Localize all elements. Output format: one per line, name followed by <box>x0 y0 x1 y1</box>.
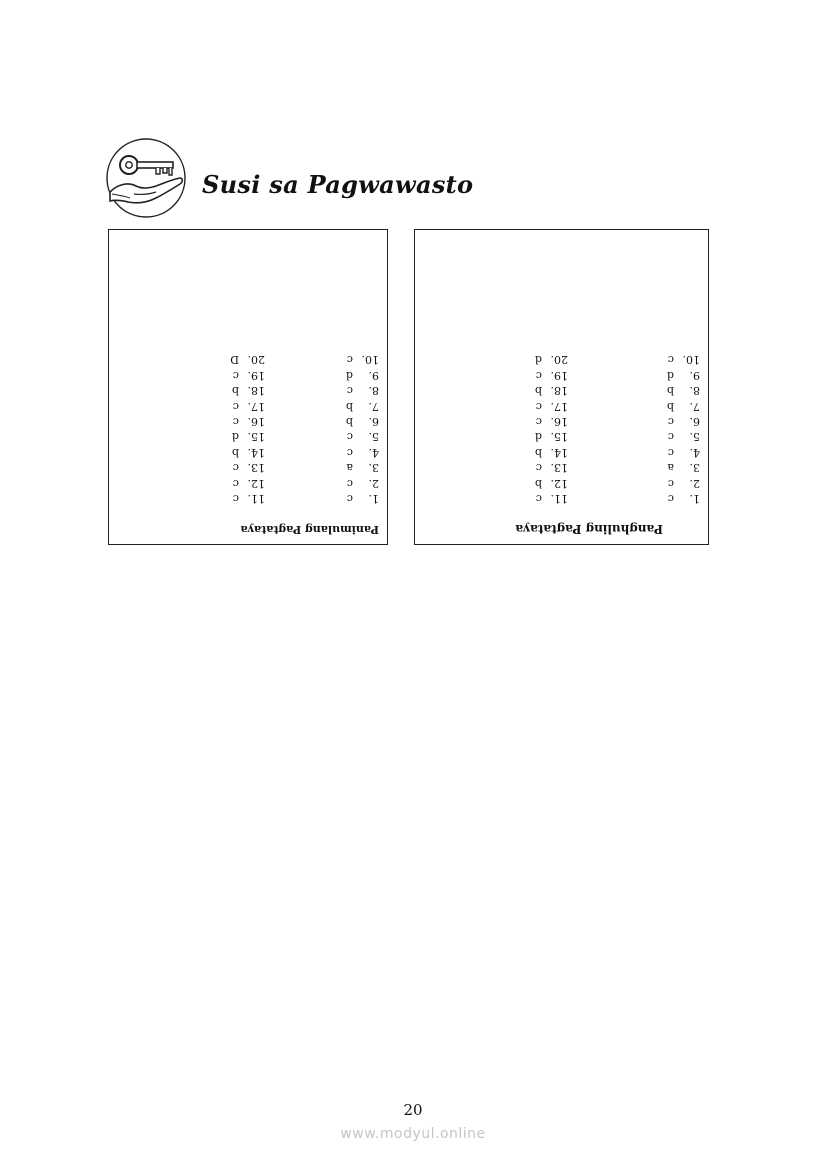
item-answer: d <box>534 430 542 444</box>
answer-row <box>667 367 700 382</box>
item-number: 12. <box>247 476 265 490</box>
answer-row <box>346 475 379 490</box>
item-number: 3. <box>689 461 700 475</box>
answer-key-box-panghuli <box>414 229 709 545</box>
answer-row <box>230 429 265 444</box>
page-title: Susi sa Pagwawasto <box>202 170 474 199</box>
item-number: 16. <box>550 415 568 429</box>
item-number: 8. <box>368 384 379 398</box>
item-answer: b <box>231 384 239 398</box>
item-number: 15. <box>247 430 265 444</box>
answer-row <box>667 414 700 429</box>
item-number: 7. <box>689 399 700 413</box>
item-number: 5. <box>368 430 379 444</box>
answer-row <box>230 460 265 475</box>
item-number: 5. <box>689 430 700 444</box>
item-answer: c <box>232 461 239 475</box>
item-number: 6. <box>368 415 379 429</box>
item-number: 2. <box>689 476 700 490</box>
item-number: 2. <box>368 476 379 490</box>
item-number: 17. <box>550 399 568 413</box>
answer-row <box>346 429 379 444</box>
item-answer: c <box>667 492 674 505</box>
answer-row <box>535 491 568 506</box>
item-number: 12. <box>550 476 568 490</box>
item-number: 20. <box>247 353 265 367</box>
answer-row <box>346 398 379 413</box>
item-answer: c <box>535 492 542 505</box>
item-number: 10. <box>361 353 379 367</box>
answer-row <box>346 414 379 429</box>
box-heading: Panghuling Pagtataya <box>515 522 663 536</box>
answer-row <box>346 491 379 506</box>
answer-row <box>667 491 700 506</box>
item-number: 14. <box>550 445 568 459</box>
answer-row <box>535 460 568 475</box>
item-answer: b <box>666 399 674 413</box>
answer-row <box>346 444 379 459</box>
item-number: 1. <box>689 492 700 505</box>
answer-row <box>230 352 265 367</box>
answer-row <box>346 352 379 367</box>
item-answer: a <box>667 461 674 475</box>
item-number: 1. <box>368 492 379 505</box>
key-in-hand-icon <box>104 138 188 218</box>
item-answer: b <box>345 399 353 413</box>
item-answer: c <box>346 353 353 367</box>
answers-column-11-20 <box>535 352 568 506</box>
item-answer: c <box>346 430 353 444</box>
item-answer: d <box>534 353 542 367</box>
item-answer: d <box>666 368 674 382</box>
item-number: 11. <box>247 492 265 505</box>
item-number: 9. <box>689 368 700 382</box>
answer-row <box>346 383 379 398</box>
answer-row <box>230 491 265 506</box>
item-answer: b <box>534 384 542 398</box>
item-answer: c <box>535 399 542 413</box>
answer-row <box>667 383 700 398</box>
answer-row <box>230 367 265 382</box>
item-answer: b <box>231 445 239 459</box>
item-answer: c <box>535 415 542 429</box>
item-number: 10. <box>682 353 700 367</box>
item-answer: c <box>667 476 674 490</box>
item-answer: c <box>535 461 542 475</box>
answer-row <box>535 475 568 490</box>
answers-column-1-10 <box>346 352 379 506</box>
item-number: 6. <box>689 415 700 429</box>
item-number: 9. <box>368 368 379 382</box>
item-number: 16. <box>247 415 265 429</box>
answer-row <box>667 475 700 490</box>
answer-row <box>230 383 265 398</box>
item-number: 4. <box>689 445 700 459</box>
answer-row <box>667 398 700 413</box>
answer-row <box>535 429 568 444</box>
answer-row <box>230 475 265 490</box>
item-answer: c <box>346 492 353 505</box>
answer-row <box>230 444 265 459</box>
answer-row <box>667 460 700 475</box>
answer-row <box>667 429 700 444</box>
item-number: 18. <box>247 384 265 398</box>
answer-row <box>346 460 379 475</box>
item-answer: d <box>231 430 239 444</box>
item-answer: c <box>535 368 542 382</box>
item-number: 13. <box>247 461 265 475</box>
item-answer: c <box>232 399 239 413</box>
item-number: 3. <box>368 461 379 475</box>
page-number: 20 <box>403 1101 423 1119</box>
item-number: 20. <box>550 353 568 367</box>
answers-column-1-10 <box>667 352 700 506</box>
item-answer: c <box>232 415 239 429</box>
answer-row <box>667 444 700 459</box>
item-answer: c <box>346 476 353 490</box>
item-answer: d <box>345 368 353 382</box>
upside-down-content <box>415 230 708 544</box>
item-number: 15. <box>550 430 568 444</box>
item-number: 14. <box>247 445 265 459</box>
item-answer: c <box>346 384 353 398</box>
item-number: 11. <box>550 492 568 505</box>
item-answer: c <box>232 492 239 505</box>
item-answer: c <box>667 415 674 429</box>
upside-down-content <box>109 230 387 544</box>
answer-key-box-panimula <box>108 229 388 545</box>
box-heading: Panimulang Pagtataya <box>240 523 379 536</box>
item-answer: b <box>534 476 542 490</box>
answer-row <box>230 414 265 429</box>
item-number: 7. <box>368 399 379 413</box>
item-answer: c <box>667 353 674 367</box>
item-answer: c <box>667 445 674 459</box>
answer-row <box>535 352 568 367</box>
answer-row <box>535 367 568 382</box>
item-number: 4. <box>368 445 379 459</box>
item-answer: b <box>345 415 353 429</box>
item-number: 19. <box>247 368 265 382</box>
item-answer: D <box>230 353 239 367</box>
item-number: 18. <box>550 384 568 398</box>
item-answer: c <box>667 430 674 444</box>
answer-row <box>535 444 568 459</box>
item-answer: c <box>346 445 353 459</box>
answer-row <box>346 367 379 382</box>
item-answer: b <box>666 384 674 398</box>
item-number: 13. <box>550 461 568 475</box>
item-number: 8. <box>689 384 700 398</box>
answers-column-11-20 <box>230 352 265 506</box>
item-number: 19. <box>550 368 568 382</box>
item-answer: b <box>534 445 542 459</box>
answer-row <box>535 398 568 413</box>
answer-row <box>667 352 700 367</box>
item-answer: a <box>346 461 353 475</box>
answer-row <box>535 414 568 429</box>
item-number: 17. <box>247 399 265 413</box>
answer-row <box>230 398 265 413</box>
answer-row <box>535 383 568 398</box>
item-answer: c <box>232 368 239 382</box>
watermark: www.modyul.online <box>340 1126 486 1142</box>
item-answer: c <box>232 476 239 490</box>
